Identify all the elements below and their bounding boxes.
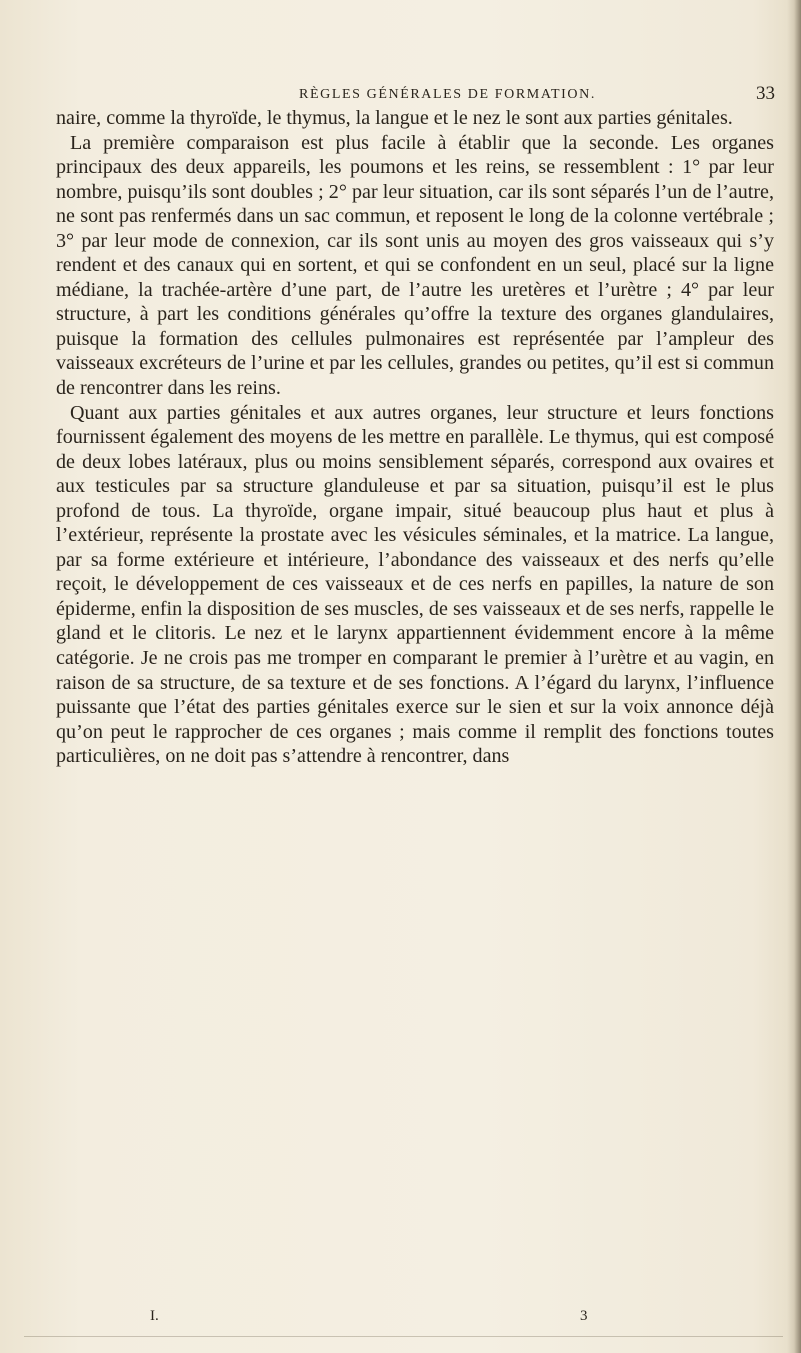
running-head-title: RÈGLES GÉNÉRALES DE FORMATION. [299,87,596,102]
folio-mark: 3 [580,1308,588,1324]
body-text [56,106,774,769]
running-head [120,83,775,105]
signature-mark: I. [150,1308,159,1324]
paragraph-continuation: naire, comme la thyroïde, le thymus, la langue et le nez le sont aux parties génitales. [56,107,733,129]
paragraph-comparison: La première comparaison est plus facile à établir que la seconde. Les organes principaux des deux appareils, les poumons et les reins, se ressemblent : 1° par leur nombre, puisqu’ils sont doubles ; 2° par leur situation, car ils sont séparés l’un de l’autre, ne sont pas renfermés dans un sac commun, et reposent le long de la colonne vertébrale ; 3° par leur mode de connexion, car ils sont unis au moyen des gros vaisseaux qui s’y rendent et des canaux qui en sortent, et qui se confondent en un seul, placé sur la ligne médiane, la trachée-artère d’une part, de l’autre les uretères et l’urètre ; 4° par leur structure, à part les conditions générales qu’offre la texture des organes glandulaires, puisque la formation des cellules pulmonaires est représentée par l’ampleur des vaisseaux excréteurs de l’urine et par les cellules, grandes ou petites, qu’il est si commun de rencontrer dans les reins. [56,131,774,400]
page-edge-shadow [787,0,801,1353]
bottom-edge-rule [24,1336,783,1337]
paragraph-genital-parts: Quant aux parties génitales et aux autres organes, leur structure et leurs fonctions fournissent également des moyens de les mettre en parallèle. Le thymus, qui est composé de deux lobes latéraux, plus ou moins sensiblement séparés, correspond aux ovaires et aux testicules par sa structure glanduleuse et par sa situation, puisqu’il est le plus profond de tous. La thyroïde, organe impair, situé beaucoup plus haut et plus à l’extérieur, représente la prostate avec les vésicules séminales, et la matrice. La langue, par sa forme extérieure et intérieure, l’abondance des vaisseaux et des nerfs qu’elle reçoit, le développement de ces vaisseaux et de ces nerfs en papilles, la nature de son épiderme, enfin la disposition de ses muscles, de ses vaisseaux et de ses nerfs, rappelle le gland et le clitoris. Le nez et le larynx appartiennent évidemment encore à la même catégorie. Je ne crois pas me tromper en comparant le premier à l’urètre et au vagin, en raison de sa structure, de sa texture et de ses fonctions. A l’égard du larynx, l’influence puissante que l’état des parties génitales exerce sur le sien et sur la voix annonce déjà qu’on peut le rapprocher de ces organes ; mais comme il remplit des fonctions toutes particulières, on ne doit pas s’attendre à rencontrer, dans [56,401,774,768]
page-number: 33 [756,83,775,104]
